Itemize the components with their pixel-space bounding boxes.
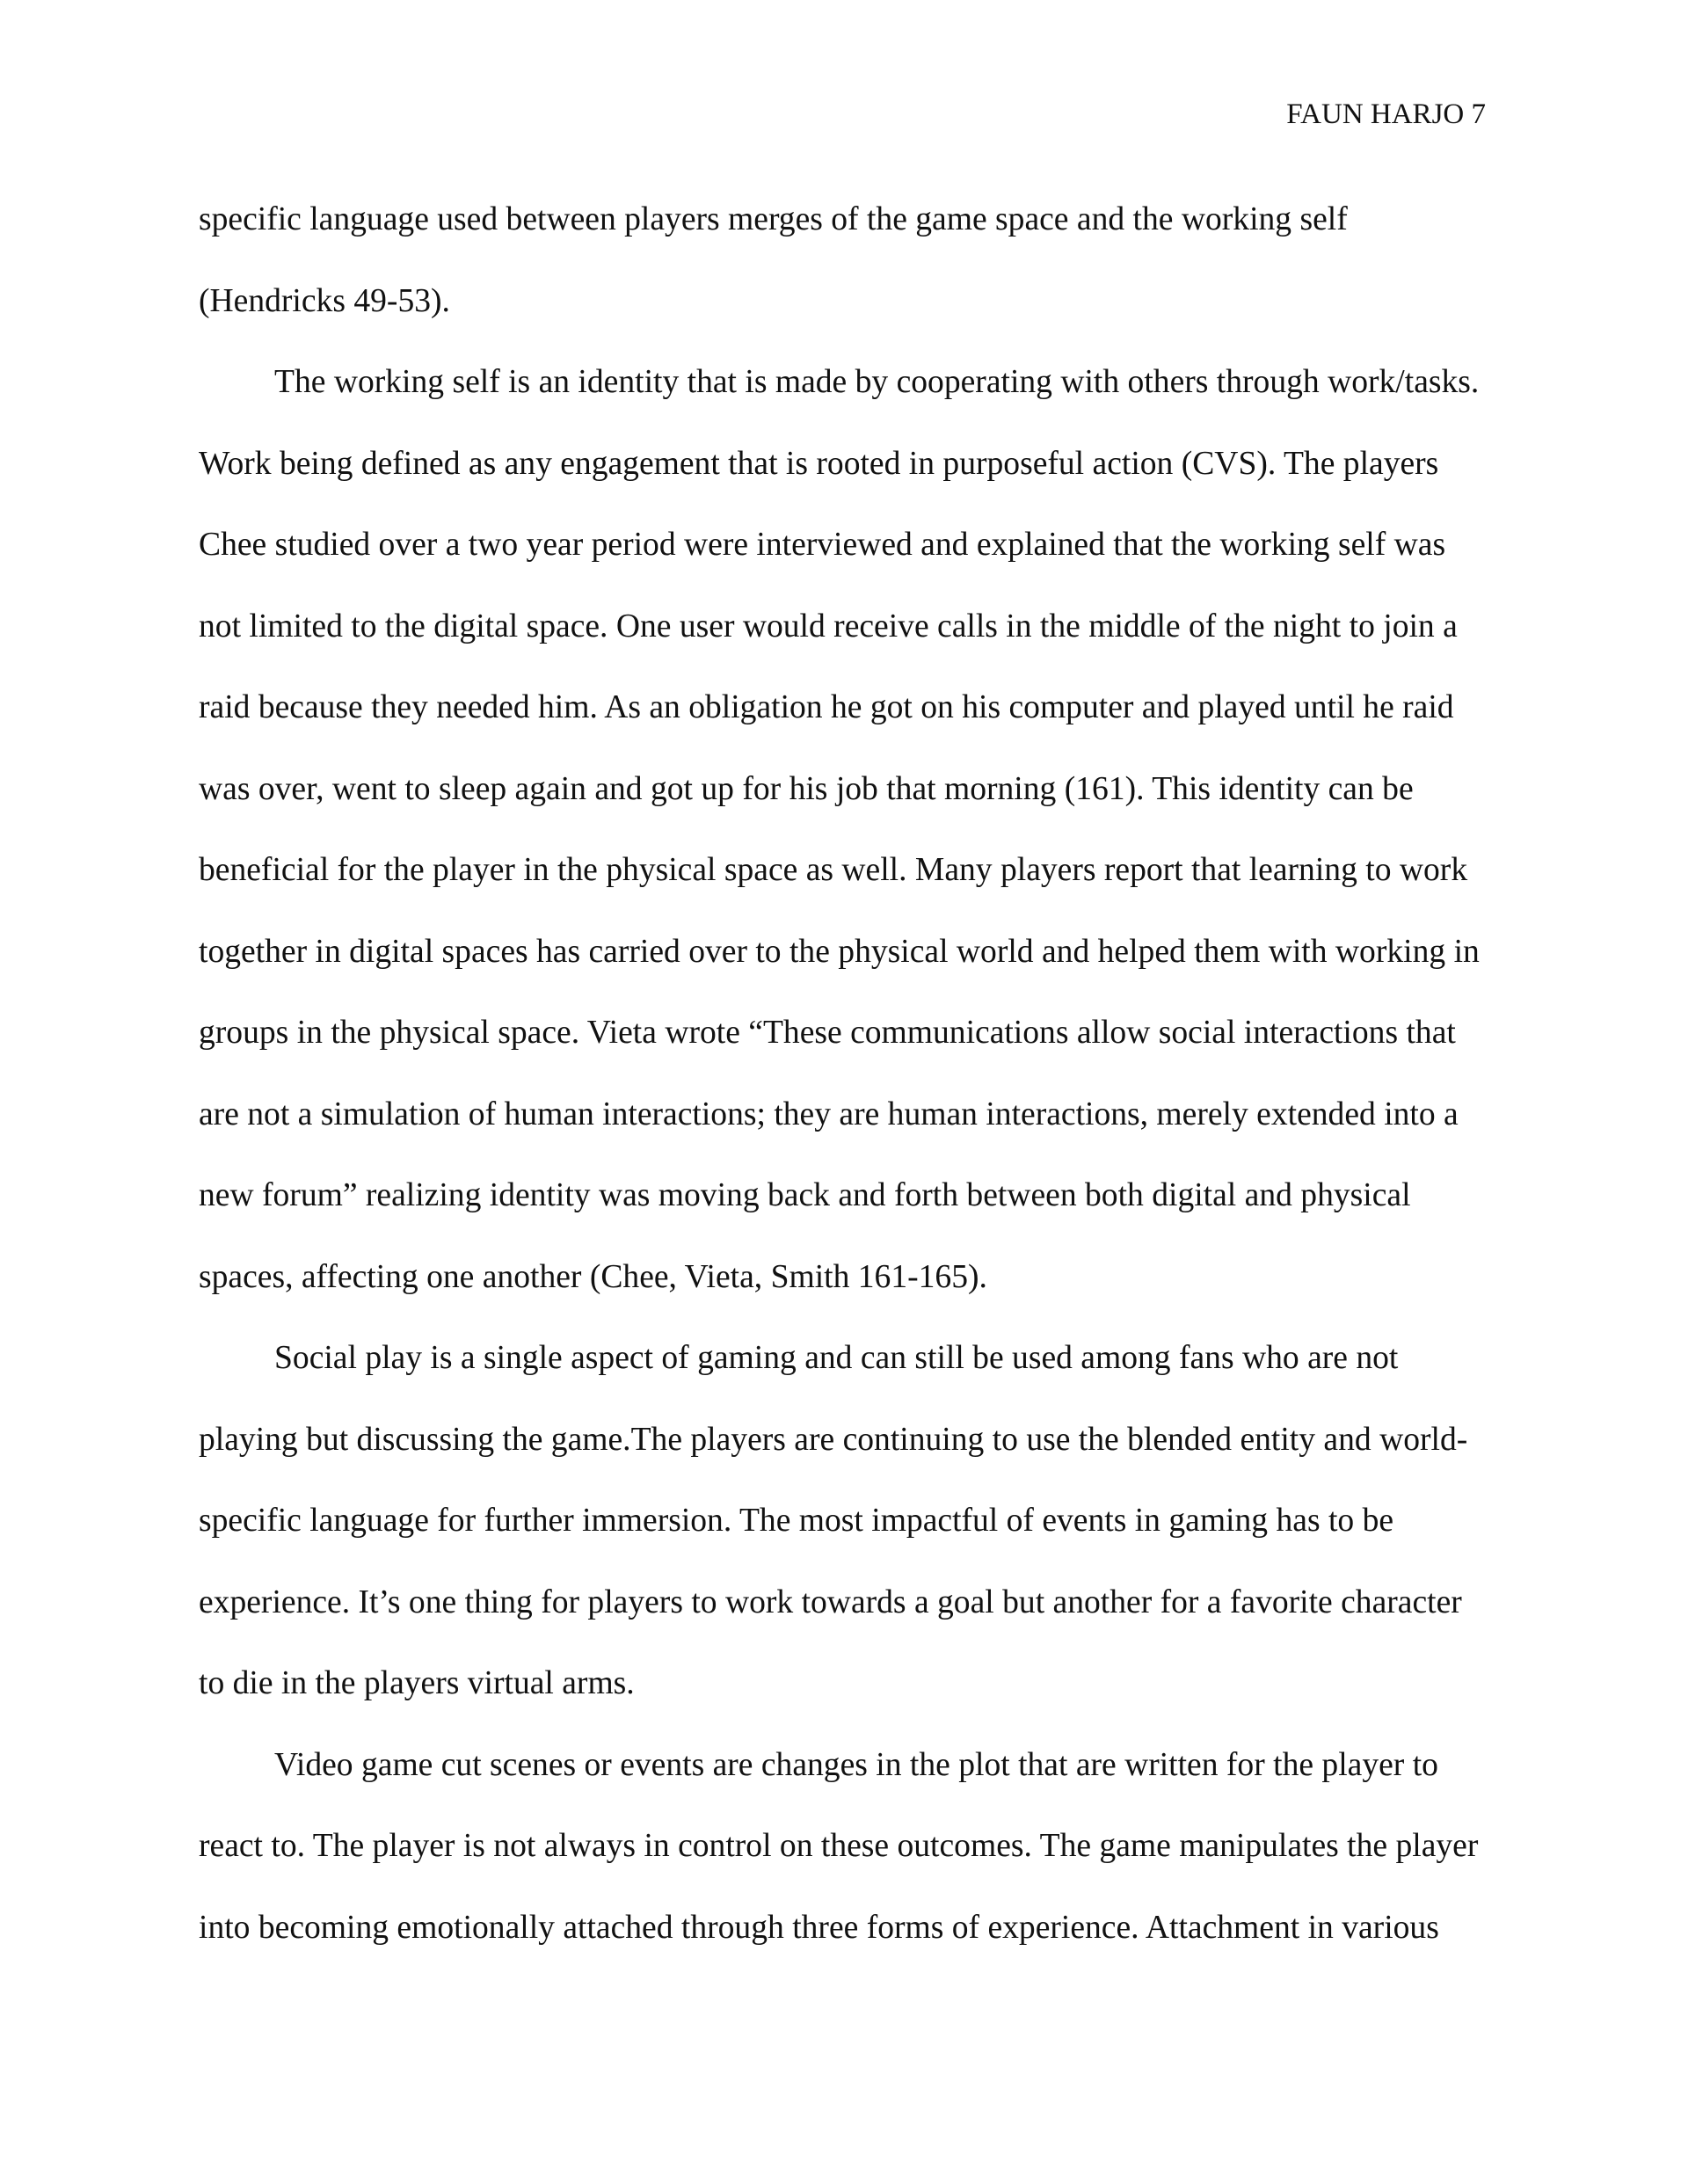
text-line: react to. The player is not always in control on these outcomes. The game manipulates the player <box>199 1828 1479 1864</box>
running-head: FAUN HARJO 7 <box>1286 98 1486 130</box>
text-line: specific language used between players merges of the game space and the working self <box>199 201 1348 237</box>
paragraph <box>199 1318 1500 1725</box>
text-line: together in digital spaces has carried over to the physical world and helped them with working in <box>199 933 1480 970</box>
paragraph <box>199 342 1500 1318</box>
text-line: specific language for further immersion. The most impactful of events in gaming has to be <box>199 1503 1394 1539</box>
text-line: Work being defined as any engagement that is rooted in purposeful action (CVS). The players <box>199 445 1439 482</box>
text-line: are not a simulation of human interactions; they are human interactions, merely extended into a <box>199 1096 1459 1132</box>
text-line: to die in the players virtual arms. <box>199 1665 635 1701</box>
text-line: not limited to the digital space. One user would receive calls in the middle of the night to join a <box>199 608 1458 644</box>
paragraph <box>199 179 1500 342</box>
text-line: experience. It’s one thing for players to work towards a goal but another for a favorite character <box>199 1583 1462 1620</box>
text-line: Video game cut scenes or events are changes in the plot that are written for the player to <box>274 1746 1438 1783</box>
paragraph <box>199 1725 1500 1969</box>
text-line: beneficial for the player in the physical space as well. Many players report that learning to work <box>199 852 1468 888</box>
text-line: playing but discussing the game.The players are continuing to use the blended entity and world- <box>199 1421 1468 1458</box>
text-line: raid because they needed him. As an obligation he got on his computer and played until he raid <box>199 689 1454 725</box>
text-line: new forum” realizing identity was moving back and forth between both digital and physical <box>199 1177 1411 1213</box>
text-line: The working self is an identity that is made by cooperating with others through work/tasks. <box>274 364 1480 400</box>
text-line: spaces, affecting one another (Chee, Vieta, Smith 161-165). <box>199 1258 987 1295</box>
text-line: Chee studied over a two year period were interviewed and explained that the working self was <box>199 527 1446 563</box>
text-line: groups in the physical space. Vieta wrote “These communications allow social interactions that <box>199 1015 1456 1051</box>
text-line: into becoming emotionally attached through three forms of experience. Attachment in various <box>199 1909 1439 1946</box>
text-line: (Hendricks 49-53). <box>199 282 450 319</box>
document-body <box>199 179 1500 1969</box>
text-line: was over, went to sleep again and got up for his job that morning (161). This identity can be <box>199 770 1414 807</box>
text-line: Social play is a single aspect of gaming and can still be used among fans who are not <box>274 1340 1399 1376</box>
